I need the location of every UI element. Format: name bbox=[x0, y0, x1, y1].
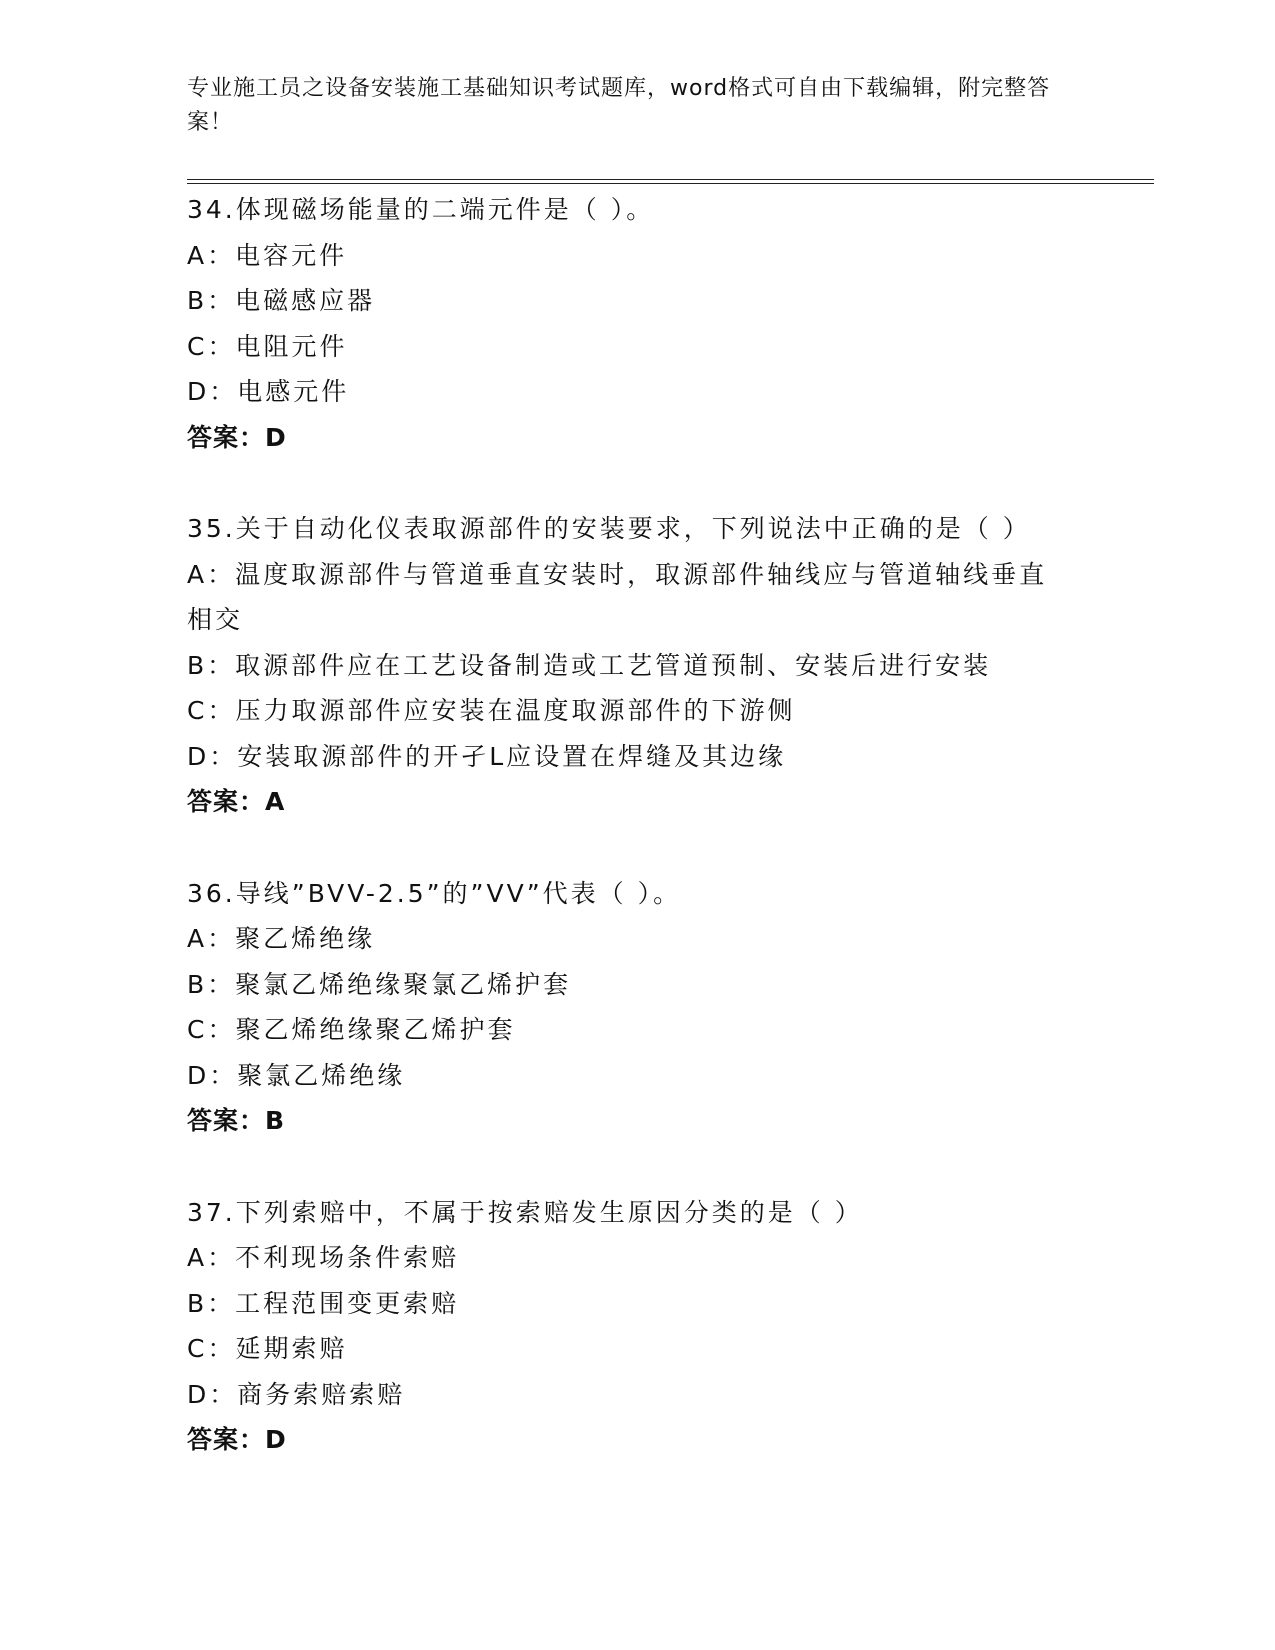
option-c: C：延期索赔 bbox=[187, 1334, 348, 1363]
question-37 bbox=[187, 1190, 1087, 1463]
header-divider-top bbox=[187, 179, 1154, 180]
question-list bbox=[187, 187, 1087, 1509]
option-b: B：工程范围变更索赔 bbox=[187, 1288, 460, 1318]
answer-line: 答案：D bbox=[187, 1425, 287, 1454]
option-a: A：不利现场条件索赔 bbox=[187, 1243, 460, 1272]
option-d: D：商务索赔索赔 bbox=[187, 1379, 406, 1409]
question-34 bbox=[187, 187, 1087, 460]
document-header: 专业施工员之设备安装施工基础知识考试题库，word格式可自由下载编辑，附完整答案！ bbox=[187, 76, 1051, 135]
question-stem: 34.体现磁场能量的二端元件是（ ）。 bbox=[187, 195, 655, 224]
option-a: A：电容元件 bbox=[187, 240, 348, 270]
option-d: D：电感元件 bbox=[187, 377, 350, 406]
question-stem: 37.下列索赔中，不属于按索赔发生原因分类的是（ ） bbox=[187, 1197, 863, 1227]
question-36 bbox=[187, 871, 1087, 1144]
option-b: B：聚氯乙烯绝缘聚氯乙烯护套 bbox=[187, 969, 572, 999]
option-c: C：压力取源部件应安装在温度取源部件的下游侧 bbox=[187, 696, 796, 725]
option-c: C：聚乙烯绝缘聚乙烯护套 bbox=[187, 1015, 516, 1044]
option-b: B：电磁感应器 bbox=[187, 286, 376, 315]
answer-line: 答案：A bbox=[187, 787, 286, 816]
answer-line: 答案：B bbox=[187, 1106, 286, 1135]
option-a: A：聚乙烯绝缘 bbox=[187, 924, 376, 953]
header-divider-bottom bbox=[187, 183, 1154, 184]
question-35 bbox=[187, 506, 1087, 825]
option-b: B：取源部件应在工艺设备制造或工艺管道预制、安装后进行安装 bbox=[187, 650, 992, 680]
option-d: D：聚氯乙烯绝缘 bbox=[187, 1060, 406, 1090]
option-c: C：电阻元件 bbox=[187, 331, 348, 361]
question-stem: 35.关于自动化仪表取源部件的安装要求，下列说法中正确的是（ ） bbox=[187, 514, 1031, 543]
option-d: D：安装取源部件的开孑L应设置在焊缝及其边缘 bbox=[187, 741, 787, 771]
question-stem: 36.导线”BVV-2.5”的”VV”代表（ ）。 bbox=[187, 878, 682, 908]
option-a: A：温度取源部件与管道垂直安装时，取源部件轴线应与管道轴线垂直相交 bbox=[187, 559, 1048, 634]
answer-line: 答案：D bbox=[187, 422, 287, 452]
